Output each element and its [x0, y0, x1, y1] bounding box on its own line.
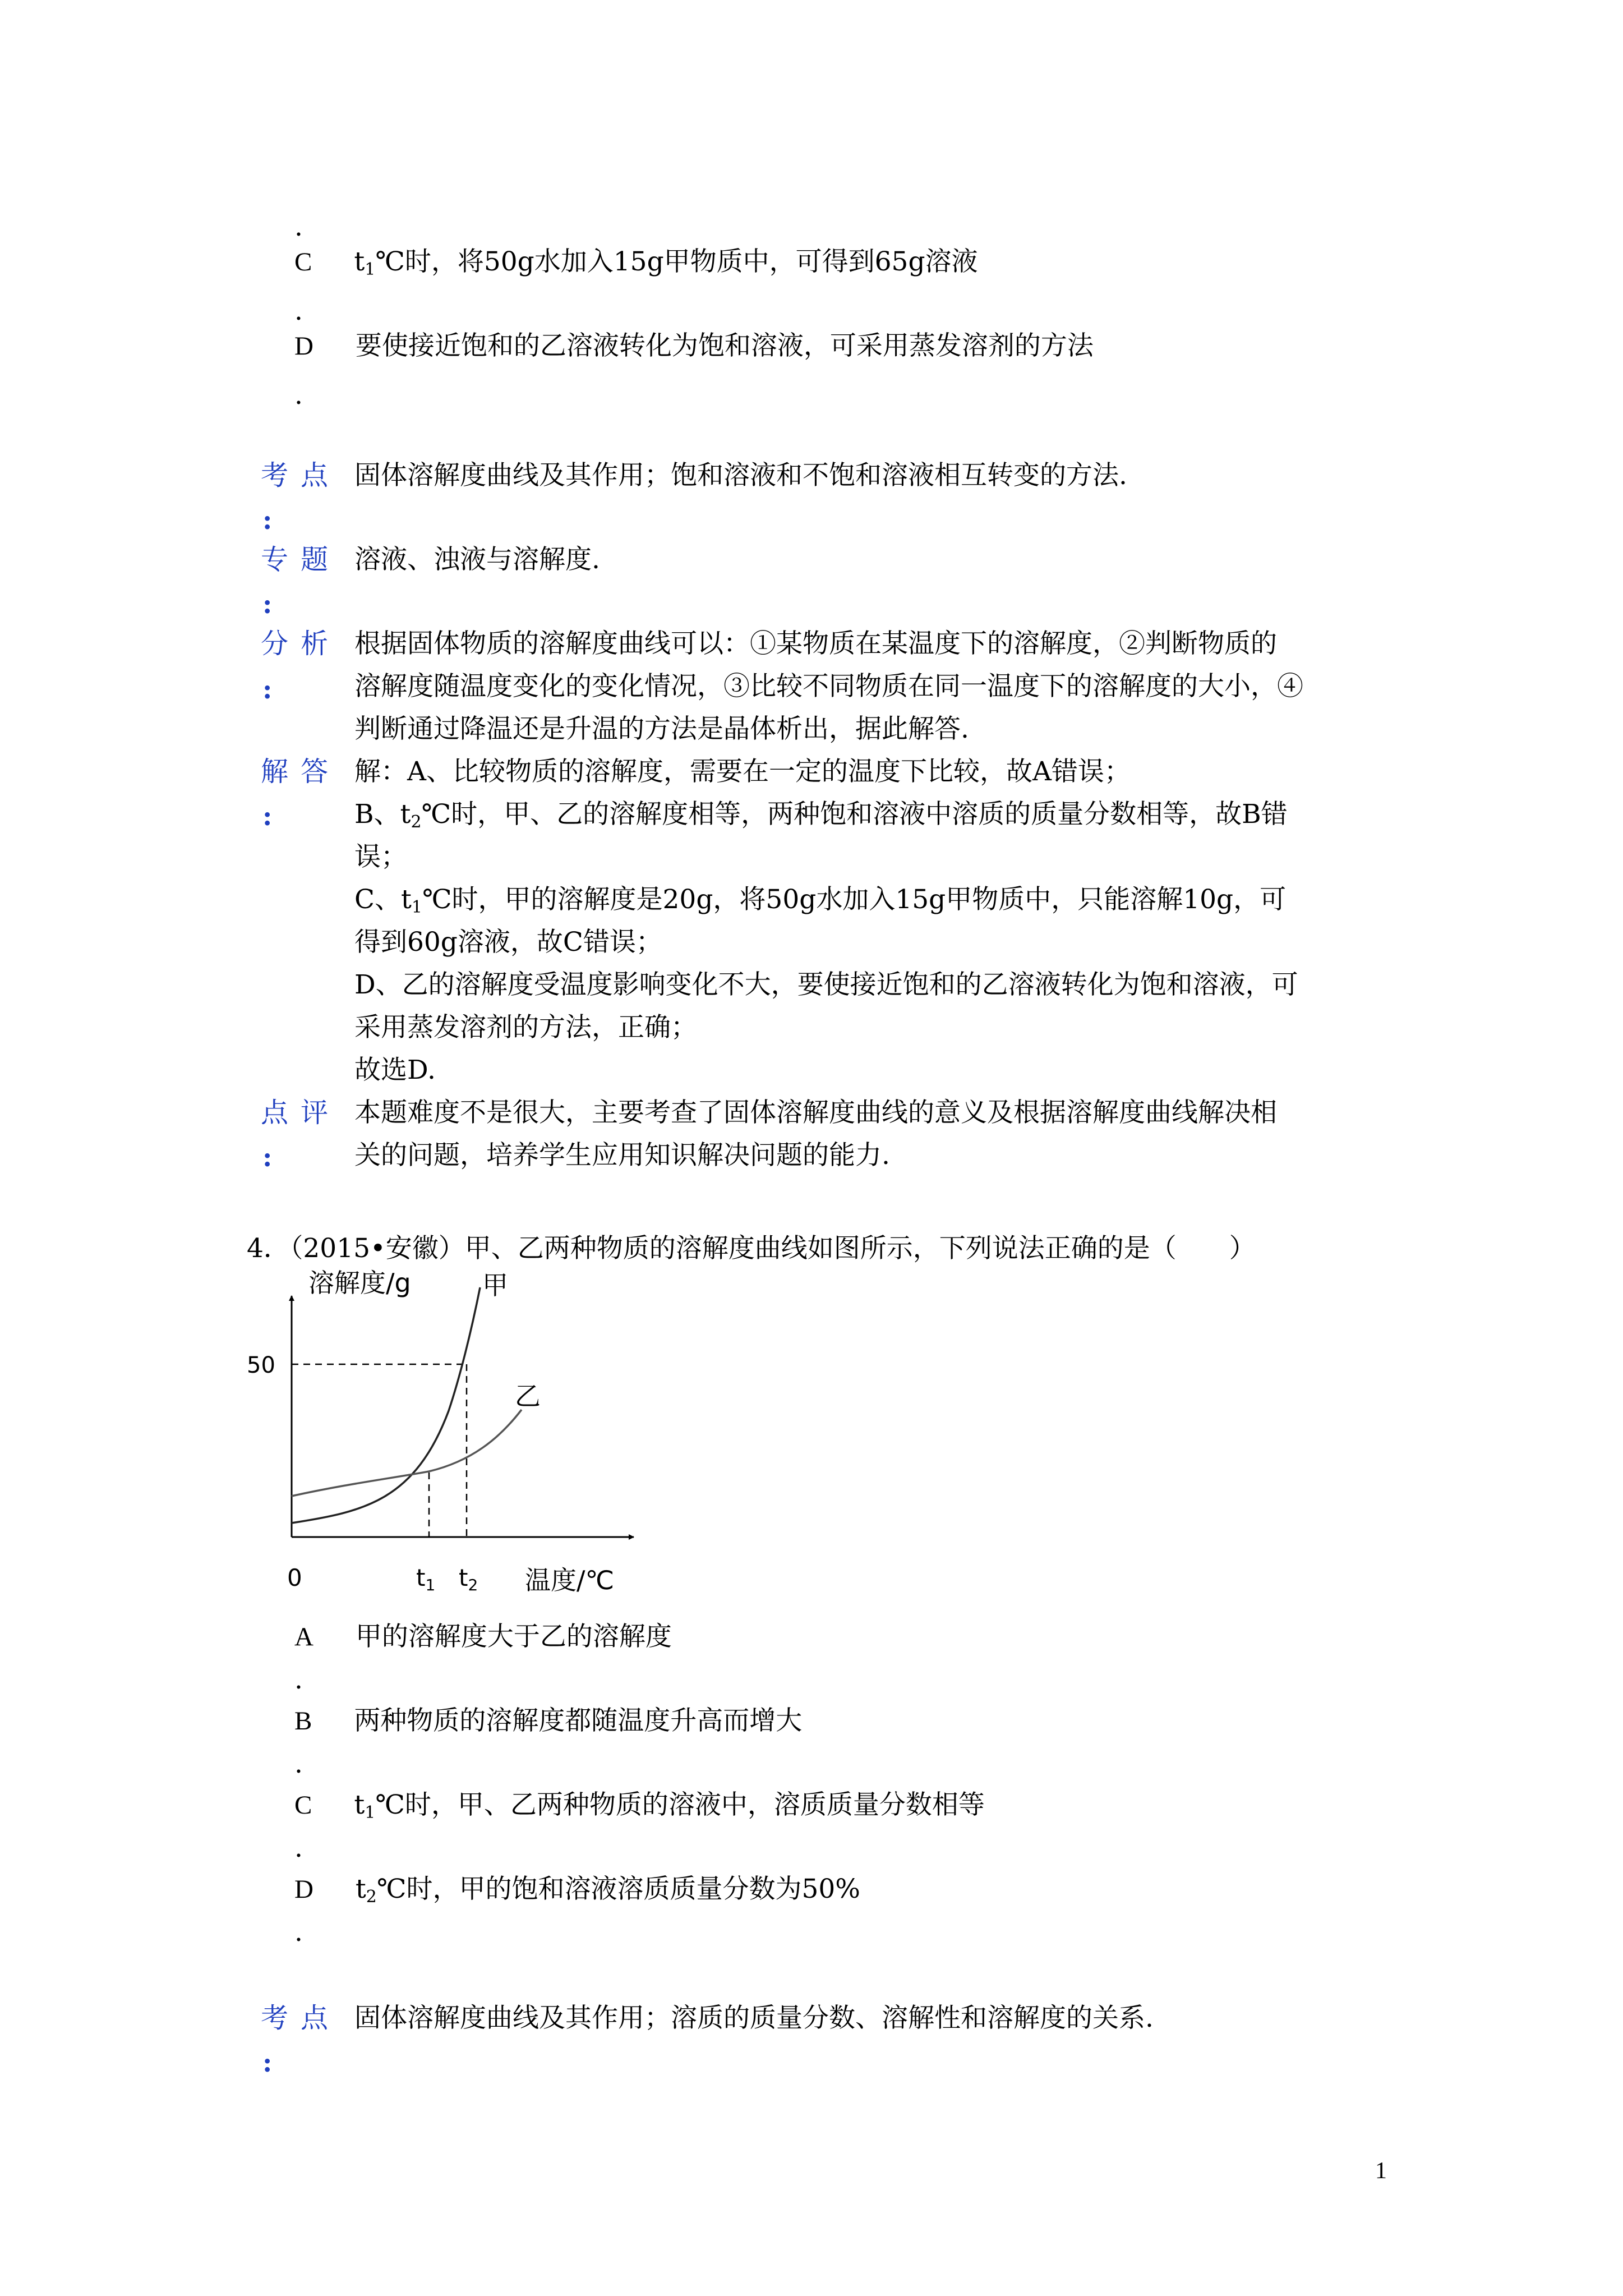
- option-letter: C: [294, 1791, 312, 1820]
- dianping-line-2: 关的问题，培养学生应用知识解决问题的能力.: [354, 1140, 890, 1171]
- q4-option-b: [294, 1704, 802, 1738]
- label-colon: :: [262, 801, 273, 832]
- x-tick-t1: t1: [416, 1564, 436, 1594]
- option-dot: .: [294, 296, 303, 326]
- jieda-text: ℃时，甲的溶解度是20g，将50g水加入15g甲物质中，只能溶解10g，可: [422, 884, 1287, 915]
- label-colon: :: [262, 589, 273, 620]
- option-text: 甲的溶解度大于乙的溶解度: [355, 1621, 672, 1652]
- option-dot: .: [294, 1833, 303, 1864]
- jieda-line-7: 采用蒸发溶剂的方法，正确；: [354, 1012, 697, 1043]
- y-tick-50: 50: [247, 1352, 275, 1378]
- label-colon: :: [262, 1142, 273, 1173]
- q3-option-d: [294, 329, 1094, 363]
- q4-option-c: [294, 1788, 985, 1822]
- subscript: 2: [411, 812, 422, 832]
- solubility-chart: [247, 1265, 651, 1602]
- option-letter: D: [294, 1875, 313, 1904]
- label-colon: :: [262, 674, 273, 705]
- option-text-pre: t: [355, 1874, 366, 1904]
- option-dot: .: [294, 1749, 303, 1779]
- jieda-line-8: 故选D.: [354, 1055, 436, 1085]
- option-dot: .: [294, 1917, 303, 1948]
- series-jia-label: 甲: [482, 1270, 508, 1300]
- jieda-line-5: 得到60g溶液，故C错误；: [354, 927, 662, 958]
- label-jieda: 解答: [261, 756, 341, 788]
- option-text: ℃时，将50g水加入15g甲物质中，可得到65g溶液: [375, 246, 978, 277]
- fenxi-line-2: 溶解度随温度变化的变化情况，③比较不同物质在同一温度下的溶解度的大小，④: [354, 671, 1303, 702]
- dianping-line-1: 本题难度不是很大，主要考查了固体溶解度曲线的意义及根据溶解度曲线解决相: [354, 1097, 1277, 1128]
- option-letter: A: [294, 1622, 313, 1651]
- option-letter: C: [294, 247, 312, 277]
- jieda-line-6: D、乙的溶解度受温度影响变化不大，要使接近饱和的乙溶液转化为饱和溶液，可: [354, 969, 1298, 1000]
- option-text: ℃时，甲的饱和溶液溶质质量分数为50%: [376, 1874, 860, 1904]
- option-dot: .: [294, 1664, 303, 1695]
- q3-option-c: [294, 245, 978, 279]
- jieda-line-4: [354, 883, 1286, 917]
- q4-option-d: [294, 1872, 860, 1906]
- jieda-line-2: [354, 798, 1288, 831]
- label-colon: :: [262, 505, 273, 536]
- option-subscript: 2: [366, 1887, 377, 1907]
- option-dot: .: [294, 211, 303, 242]
- label-fenxi: 分析: [261, 628, 341, 660]
- q4-kaodian-text: 固体溶解度曲线及其作用；溶质的质量分数、溶解性和溶解度的关系.: [354, 2003, 1154, 2033]
- option-letter: B: [294, 1706, 312, 1736]
- option-text: 两种物质的溶解度都随温度升高而增大: [354, 1705, 803, 1736]
- series-yi-label: 乙: [515, 1381, 541, 1411]
- option-subscript: 1: [365, 260, 376, 279]
- q4-stem: 4．（2015•安徽）甲、乙两种物质的溶解度曲线如图所示，下列说法正确的是（ ）: [247, 1233, 1256, 1264]
- option-letter: D: [294, 332, 313, 361]
- label-colon: :: [262, 2047, 273, 2078]
- option-dot: .: [294, 380, 303, 411]
- x-tick-t2: t2: [459, 1564, 478, 1594]
- option-text-pre: t: [354, 1789, 365, 1820]
- fenxi-line-1: 根据固体物质的溶解度曲线可以：①某物质在某温度下的溶解度，②判断物质的: [354, 628, 1277, 659]
- x-axis-label: 温度/℃: [525, 1565, 615, 1595]
- jieda-line-3: 误；: [354, 841, 407, 872]
- jieda-text: C、t: [354, 884, 412, 915]
- page-number: 1: [1375, 2158, 1387, 2184]
- q4-option-a: [294, 1620, 672, 1654]
- label-kaodian: 考点: [261, 2002, 341, 2034]
- option-text: ℃时，甲、乙两种物质的溶液中，溶质质量分数相等: [375, 1789, 985, 1820]
- fenxi-line-3: 判断通过降温还是升温的方法是晶体析出，据此解答.: [354, 714, 969, 744]
- option-text-pre: t: [354, 246, 365, 277]
- origin-label: 0: [287, 1564, 302, 1591]
- jieda-text: B、t: [354, 799, 411, 830]
- series-yi: [292, 1410, 522, 1496]
- option-text: 要使接近饱和的乙溶液转化为饱和溶液，可采用蒸发溶剂的方法: [355, 330, 1094, 361]
- label-dianping: 点评: [261, 1097, 341, 1129]
- y-axis-label: 溶解度/g: [308, 1268, 411, 1298]
- label-kaodian: 考点: [261, 459, 341, 491]
- kaodian-text: 固体溶解度曲线及其作用；饱和溶液和不饱和溶液相互转变的方法.: [354, 460, 1127, 491]
- option-subscript: 1: [365, 1803, 376, 1823]
- jieda-text: ℃时，甲、乙的溶解度相等，两种饱和溶液中溶质的质量分数相等，故B错: [421, 799, 1288, 830]
- jieda-line-1: 解：A、比较物质的溶解度，需要在一定的温度下比较，故A错误；: [354, 756, 1131, 787]
- series-jia: [292, 1287, 480, 1523]
- zhuanti-text: 溶液、浊液与溶解度.: [354, 544, 600, 575]
- subscript: 1: [411, 898, 422, 917]
- label-zhuanti: 专题: [261, 544, 341, 576]
